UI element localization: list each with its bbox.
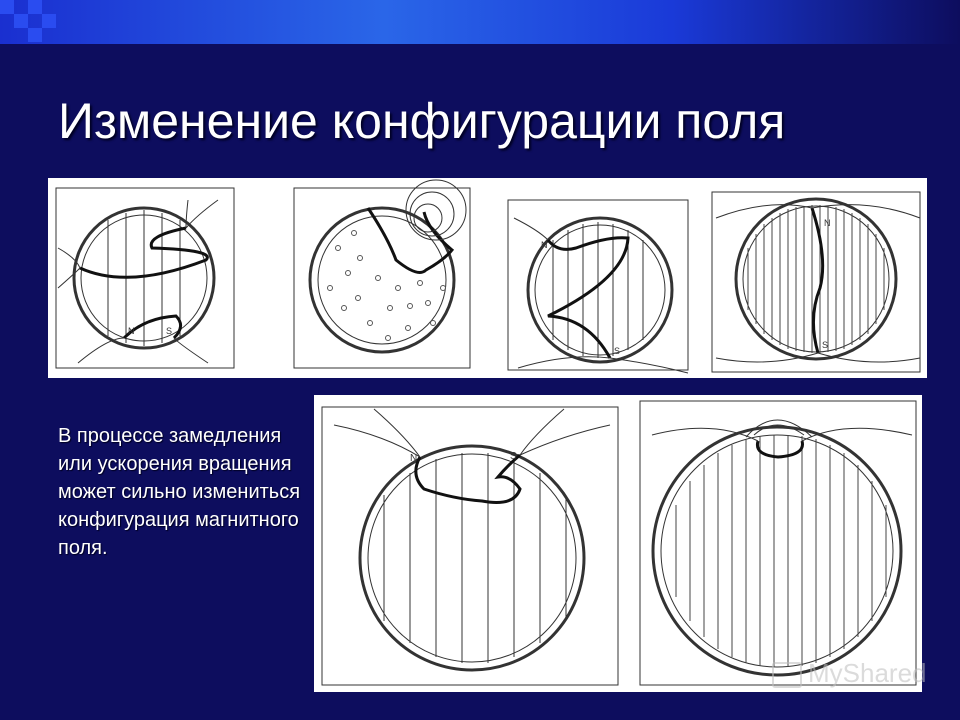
- description-text: В процессе замедления или ускорения вращения может сильно измениться конфигурация магнитного поля.: [58, 425, 301, 559]
- field-diagram-6: [640, 401, 916, 685]
- s-pole-label: S: [822, 340, 829, 350]
- watermark: [772, 658, 927, 689]
- watermark-logo-icon: [772, 662, 802, 688]
- field-diagram-5: [322, 407, 618, 685]
- page-title: Изменение конфигурации поля: [58, 93, 786, 149]
- decor-square: [28, 0, 42, 14]
- n-pole-label: N: [541, 240, 548, 250]
- figure-panel-bottom: [314, 395, 922, 692]
- figure-panel-top: [48, 178, 927, 378]
- decor-square: [28, 28, 42, 42]
- field-diagram-3: [508, 200, 688, 373]
- field-diagram-2: [294, 180, 470, 368]
- header-band: [0, 0, 960, 44]
- s-pole-label: S: [510, 451, 517, 462]
- decor-square: [14, 14, 28, 28]
- n-pole-label: N: [410, 453, 418, 464]
- decor-square: [42, 14, 56, 28]
- field-diagram-1: [56, 188, 234, 368]
- decor-square: [0, 0, 14, 14]
- s-pole-label: S: [166, 326, 173, 336]
- watermark-text: MyShared: [808, 658, 927, 688]
- n-pole-label: N: [824, 218, 831, 228]
- n-pole-label: N: [128, 326, 135, 336]
- s-pole-label: S: [614, 346, 621, 356]
- field-diagram-4: [712, 192, 920, 372]
